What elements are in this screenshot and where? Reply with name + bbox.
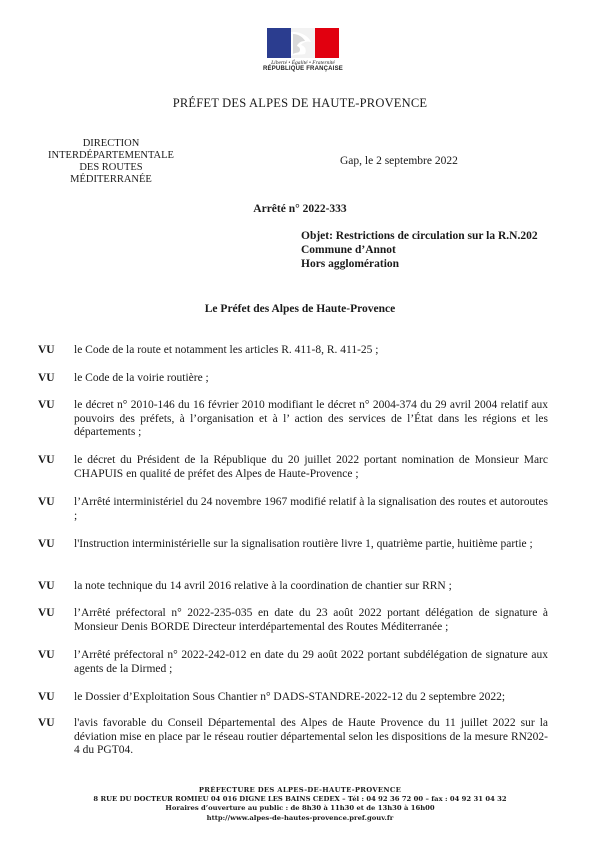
objet-block (301, 229, 538, 271)
prefet-heading: Le Préfet des Alpes de Haute-Provence (204, 303, 396, 315)
direction-line: DIRECTION (82, 138, 140, 149)
footer-prefecture: PRÉFECTURE DES ALPES-DE-HAUTE-PROVENCE (198, 786, 402, 794)
footer-hours: Horaires d’ouverture au public : de 8h30 à 11h30 et de 13h30 à 16h00 (165, 804, 435, 813)
vu-text: le Code de la voirie routière ; (74, 372, 209, 384)
vu-label: VU (38, 607, 55, 619)
vu-label: VU (38, 344, 55, 356)
objet-line: Commune d’Annot (301, 244, 396, 256)
arrete-number: Arrêté n° 2022-333 (253, 203, 347, 215)
direction-line: DES ROUTES (79, 162, 143, 173)
vu-text: l'avis favorable du Conseil Départemental des Alpes de Haute Provence du 11 juillet 2022 sur la déviation mise en place par le réseau routier départemental selon les dispositions de la mesure RN202-4 du PGT04. (74, 717, 548, 756)
vu-text: le décret n° 2010-146 du 16 février 2010 modifiant le décret n° 2004-374 du 29 avril 2004 relatif aux pouvoirs des préfets, à l’organisation et à l’ action des services de l’État dans les régions et les départements ; (74, 399, 548, 438)
vu-text: la note technique du 14 avril 2016 relative à la coordination de chantier sur RRN ; (74, 580, 452, 592)
vu-label: VU (38, 538, 55, 550)
footer-address: 8 RUE DU DOCTEUR ROMIEU 04 016 DIGNE LES BAINS CEDEX – Tél : 04 92 36 72 00 – fax : 04 92 31 04 32 (93, 795, 507, 804)
republic-name: RÉPUBLIQUE FRANÇAISE (262, 66, 343, 72)
vu-label: VU (38, 496, 55, 508)
vu-label: VU (38, 372, 55, 384)
direction-line: MÉDITERRANÉE (70, 174, 152, 185)
vu-label: VU (38, 649, 55, 661)
vu-text: l’Arrêté préfectoral n° 2022-242-012 en date du 29 août 2022 portant subdélégation de signature aux agents de la Dirmed ; (74, 649, 548, 675)
vu-label: VU (38, 399, 55, 411)
vu-text: l’Arrêté interministériel du 24 novembre 1967 modifié relatif à la signalisation des routes et autoroutes ; (74, 496, 548, 522)
vu-text: le décret du Président de la République du 20 juillet 2022 portant nomination de Monsieur Marc CHAPUIS en qualité de préfet des Alpes de Haute-Provence ; (74, 454, 548, 480)
footer-website-link[interactable]: http://www.alpes-de-hautes-provence.pref.gouv.fr (206, 813, 394, 822)
document-date: Gap, le 2 septembre 2022 (340, 155, 458, 167)
vu-label: VU (38, 454, 55, 466)
direction-block (44, 138, 178, 186)
vu-text: le Code de la route et notamment les articles R. 411-8, R. 411-25 ; (74, 344, 379, 356)
objet-line: Objet: Restrictions de circulation sur la R.N.202 (301, 230, 538, 242)
vu-label: VU (38, 717, 55, 729)
vu-label: VU (38, 580, 55, 592)
republic-motto: Liberté • Égalité • Fraternité (271, 60, 335, 66)
vu-text: l’Arrêté préfectoral n° 2022-235-035 en date du 23 août 2022 portant délégation de signature à Monsieur Denis BORDE Directeur interdépartemental des Routes Méditerranée ; (74, 607, 548, 633)
marianne-logo (262, 28, 344, 72)
vu-label: VU (38, 691, 55, 703)
objet-line: Hors agglomération (301, 258, 400, 270)
prefet-title: PRÉFET DES ALPES DE HAUTE-PROVENCE (172, 96, 428, 110)
page-footer (0, 786, 600, 823)
marianne-flag-icon (267, 28, 339, 58)
direction-line: INTERDÉPARTEMENTALE (48, 150, 174, 161)
vu-text: l'Instruction interministérielle sur la signalisation routière livre 1, quatrième partie, huitième partie ; (74, 538, 533, 550)
vu-text: le Dossier d’Exploitation Sous Chantier n° DADS-STANDRE-2022-12 du 2 septembre 2022; (74, 691, 506, 703)
